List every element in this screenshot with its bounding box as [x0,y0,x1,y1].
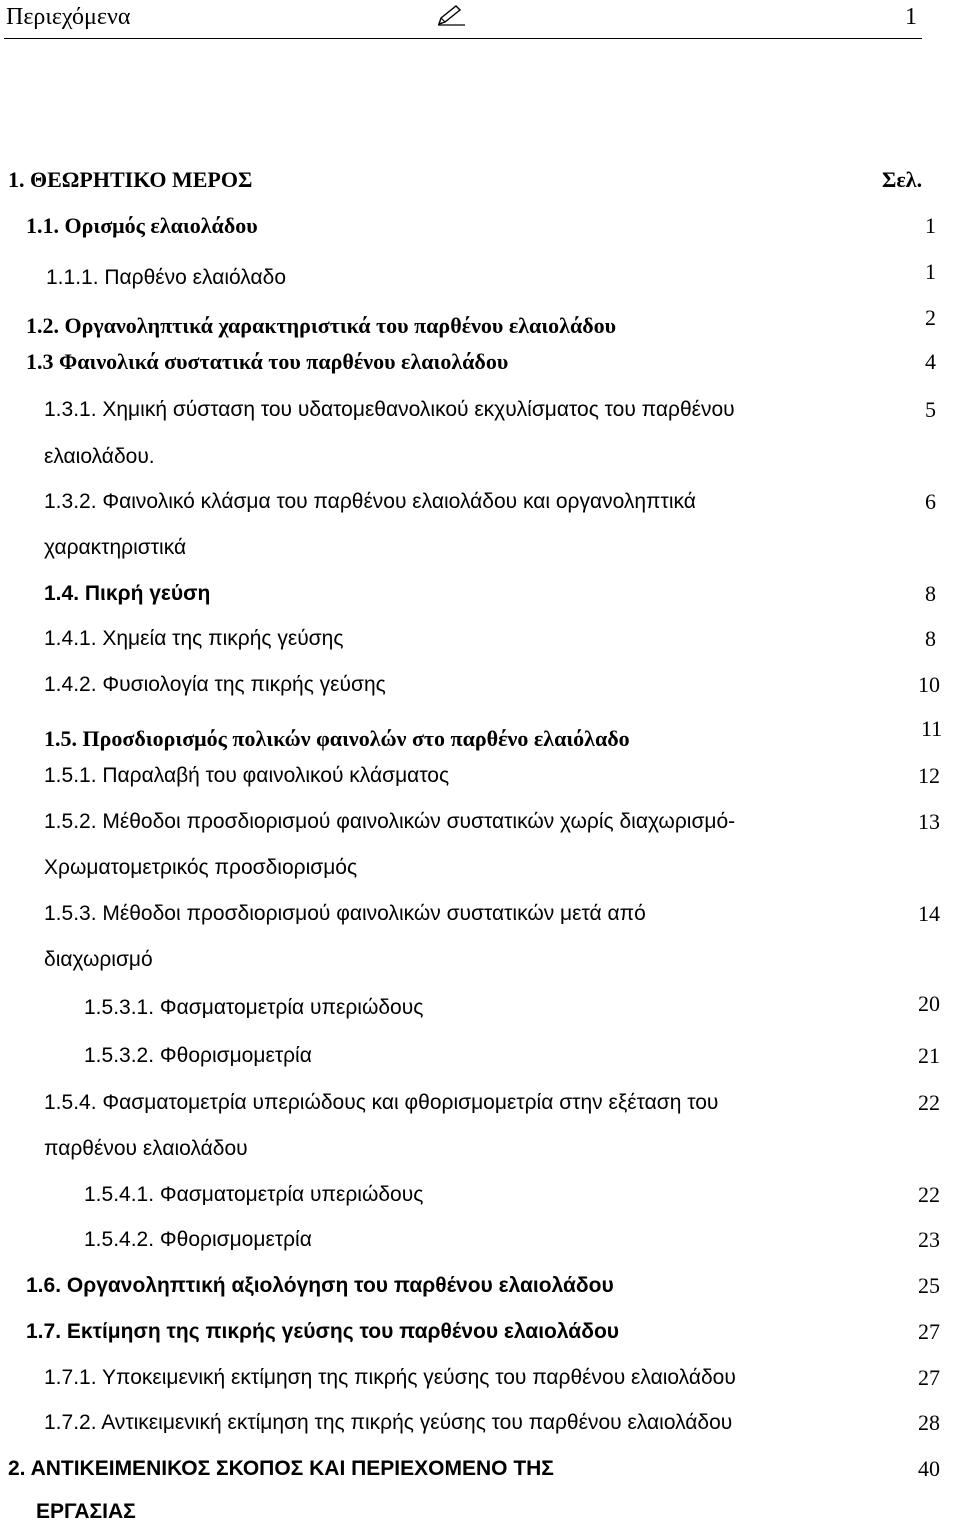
toc-entry-page: 20 [918,991,940,1016]
toc-entry-page: 25 [918,1273,940,1298]
toc-entry-label: 1.7.2. Αντικειμενική εκτίμηση της πικρής γεύσης του παρθένου ελαιολάδου [44,1411,733,1434]
toc-entry-page: 27 [918,1365,940,1390]
toc-entry-label: 1.2. Οργανοληπτικά χαρακτηριστικά του παρθένου ελαιολάδου [26,313,617,338]
toc-entry-label: παρθένου ελαιολάδου [44,1137,248,1160]
page-title: Περιεχόμενα [6,4,131,30]
toc-entry-label: 1.3 Φαινολικά συστατικά του παρθένου ελαιολάδου [26,349,509,374]
toc-entry-page: 2 [925,305,936,330]
toc-entry-label: ΕΡΓΑΣΙΑΣ [36,1500,136,1523]
toc-entry-label: 1.4.1. Χημεία της πικρής γεύσης [44,627,344,650]
toc-entry-page: 21 [918,1043,940,1068]
toc-entry-label: 1.5.3. Μέθοδοι προσδιορισμού φαινολικών συστατικών μετά από [44,902,646,925]
toc-entry-page: 22 [918,1090,940,1115]
toc-entry-page: 40 [918,1456,940,1481]
toc-entry-label: 1.7.1. Υποκειμενική εκτίμηση της πικρής γεύσης του παρθένου ελαιολάδου [44,1366,736,1389]
toc-entry-page: 14 [918,901,940,926]
toc-page-column-label: Σελ. [882,167,923,192]
toc-entry-page: 13 [918,809,940,834]
toc-entry-label: χαρακτηριστικά [44,536,187,559]
page-number: 1 [905,4,917,30]
pencil-icon [437,4,467,26]
toc-entry-label: 1.5.4.2. Φθορισμομετρία [84,1228,312,1251]
toc-entry-label: 1.5. Προσδιορισμός πολικών φαινολών στο παρθένο ελαιόλαδο [44,726,630,751]
page-header [0,0,960,40]
toc-entry-page: 5 [925,397,936,422]
toc-entry-page: 12 [918,763,940,788]
toc-entry-page: 6 [925,489,936,514]
toc-entry-label: 1.7. Εκτίμηση της πικρής γεύσης του παρθένου ελαιολάδου [26,1320,619,1343]
toc-entry-label: 1.5.3.1. Φασματομετρία υπεριώδους [84,996,424,1019]
toc-entry-label: ελαιολάδου. [44,445,155,468]
toc-entry-label: 1.3.2. Φαινολικό κλάσμα του παρθένου ελαιολάδου και οργανοληπτικά [44,490,696,513]
toc-entry-page: 10 [918,672,940,697]
toc-entry-label: 1.3.1. Χημική σύσταση του υδατομεθανολικού εκχυλίσματος του παρθένου [44,398,735,421]
header-divider [4,38,922,39]
toc-entry-page: 8 [925,626,936,651]
toc-entry-label: 1.5.2. Μέθοδοι προσδιορισμού φαινολικών συστατικών χωρίς διαχωρισμό- [44,810,736,833]
toc-entry-label: 2. ΑΝΤΙΚΕΙΜΕΝΙΚΟΣ ΣΚΟΠΟΣ ΚΑΙ ΠΕΡΙΕΧΟΜΕΝΟ ΤΗΣ [8,1457,554,1480]
toc-entry-label: 1.4.2. Φυσιολογία της πικρής γεύσης [44,673,386,696]
toc-entry-label: Χρωματομετρικός προσδιορισμός [44,856,358,879]
toc-entry-page: 11 [921,716,943,741]
toc-entry-label: 1. ΘΕΩΡΗΤΙΚΟ ΜΕΡΟΣ [8,167,253,192]
toc-entry-label: 1.4. Πικρή γεύση [44,582,211,605]
toc-entry-label: 1.5.4. Φασματομετρία υπεριώδους και φθορισμομετρία στην εξέταση του [44,1091,719,1114]
toc-entry-page: 27 [918,1319,940,1344]
toc-entry-label: 1.6. Οργανοληπτική αξιολόγηση του παρθένου ελαιολάδου [26,1274,614,1297]
toc-entry-page: 1 [925,259,936,284]
toc-entry-label: 1.5.1. Παραλαβή του φαινολικού κλάσματος [44,764,450,787]
toc-entry-page: 28 [918,1410,940,1435]
toc-entry-page: 4 [925,349,936,374]
toc-entry-label: 1.1.1. Παρθένο ελαιόλαδο [46,266,287,289]
toc-entry-label: 1.5.4.1. Φασματομετρία υπεριώδους [84,1183,424,1206]
toc-entry-page: 8 [925,581,936,606]
toc-entry-label: 1.1. Ορισμός ελαιολάδου [26,213,258,238]
toc-entry-label: διαχωρισμό [44,948,153,971]
toc-entry-page: 23 [918,1227,940,1252]
toc-entry-page: 1 [925,213,936,238]
toc-entry-label: 1.5.3.2. Φθορισμομετρία [84,1044,312,1067]
toc-entry-page: 22 [918,1182,940,1207]
